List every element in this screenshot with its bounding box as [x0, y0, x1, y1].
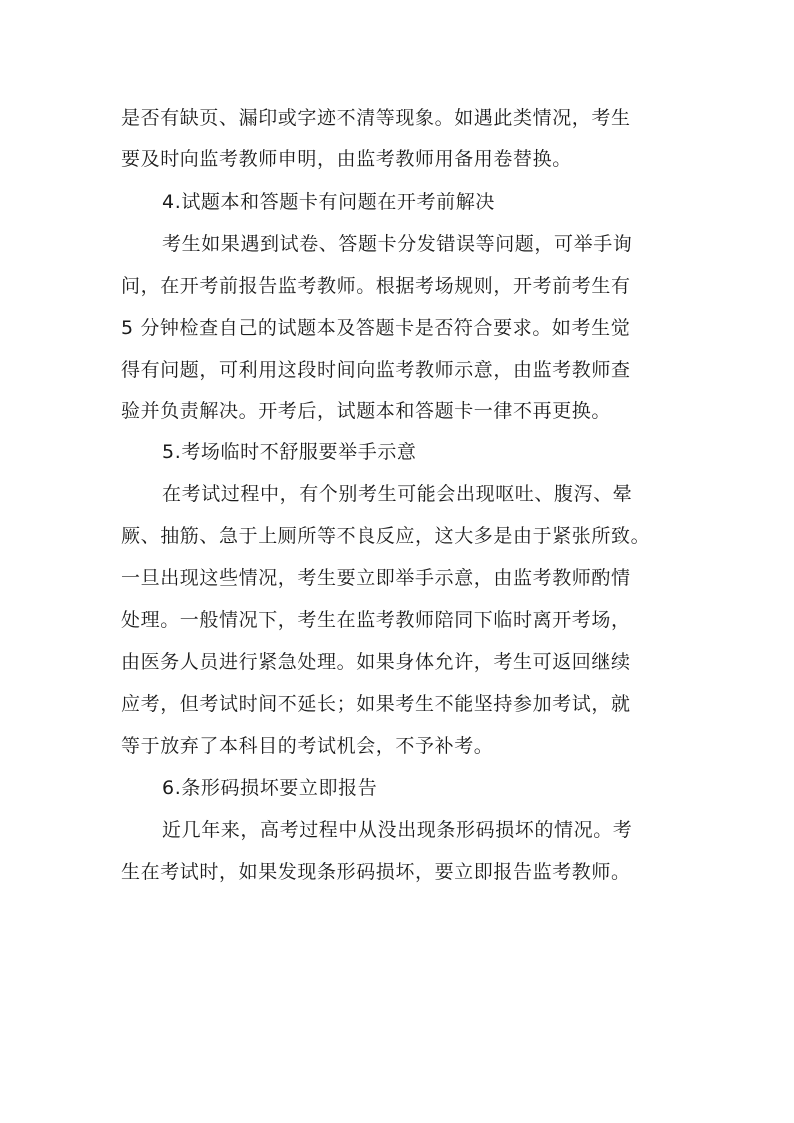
text-line: 由医务人员进行紧急处理。如果身体允许，考生可返回继续	[121, 651, 631, 673]
section-heading: 6.条形码损坏要立即报告	[162, 777, 378, 799]
text-line: 近几年来，高考过程中从没出现条形码损坏的情况。考	[162, 819, 633, 841]
text-line: 验并负责解决。开考后，试题本和答题卡一律不再更换。	[121, 400, 612, 422]
section-heading: 5.考场临时不舒服要举手示意	[162, 441, 417, 463]
text-line: 应考，但考试时间不延长；如果考生不能坚持参加考试，就	[121, 693, 631, 715]
text-line: 等于放弃了本科目的考试机会，不予补考。	[121, 735, 494, 757]
text-line: 厥、抽筋、急于上厕所等不良反应，这大多是由于紧张所致。	[121, 525, 651, 547]
text-line: 在考试过程中，有个别考生可能会出现呕吐、腹泻、晕	[162, 483, 633, 505]
text-line: 处理。一般情况下，考生在监考教师陪同下临时离开考场，	[121, 609, 631, 631]
text-line: 问，在开考前报告监考教师。根据考场规则，开考前考生有	[121, 275, 631, 297]
section-heading: 4.试题本和答题卡有问题在开考前解决	[162, 191, 495, 213]
text-line: 5 分钟检查自己的试题本及答题卡是否符合要求。如考生觉	[121, 317, 631, 339]
text-line: 一旦出现这些情况，考生要立即举手示意，由监考教师酌情	[121, 567, 631, 589]
text-line: 生在考试时，如果发现条形码损坏，要立即报告监考教师。	[121, 861, 631, 883]
text-line: 要及时向监考教师申明，由监考教师用备用卷替换。	[121, 148, 572, 170]
text-line: 考生如果遇到试卷、答题卡分发错误等问题，可举手询	[162, 233, 633, 255]
text-line: 是否有缺页、漏印或字迹不清等现象。如遇此类情况，考生	[121, 107, 631, 129]
text-line: 得有问题，可利用这段时间向监考教师示意，由监考教师查	[121, 359, 631, 381]
